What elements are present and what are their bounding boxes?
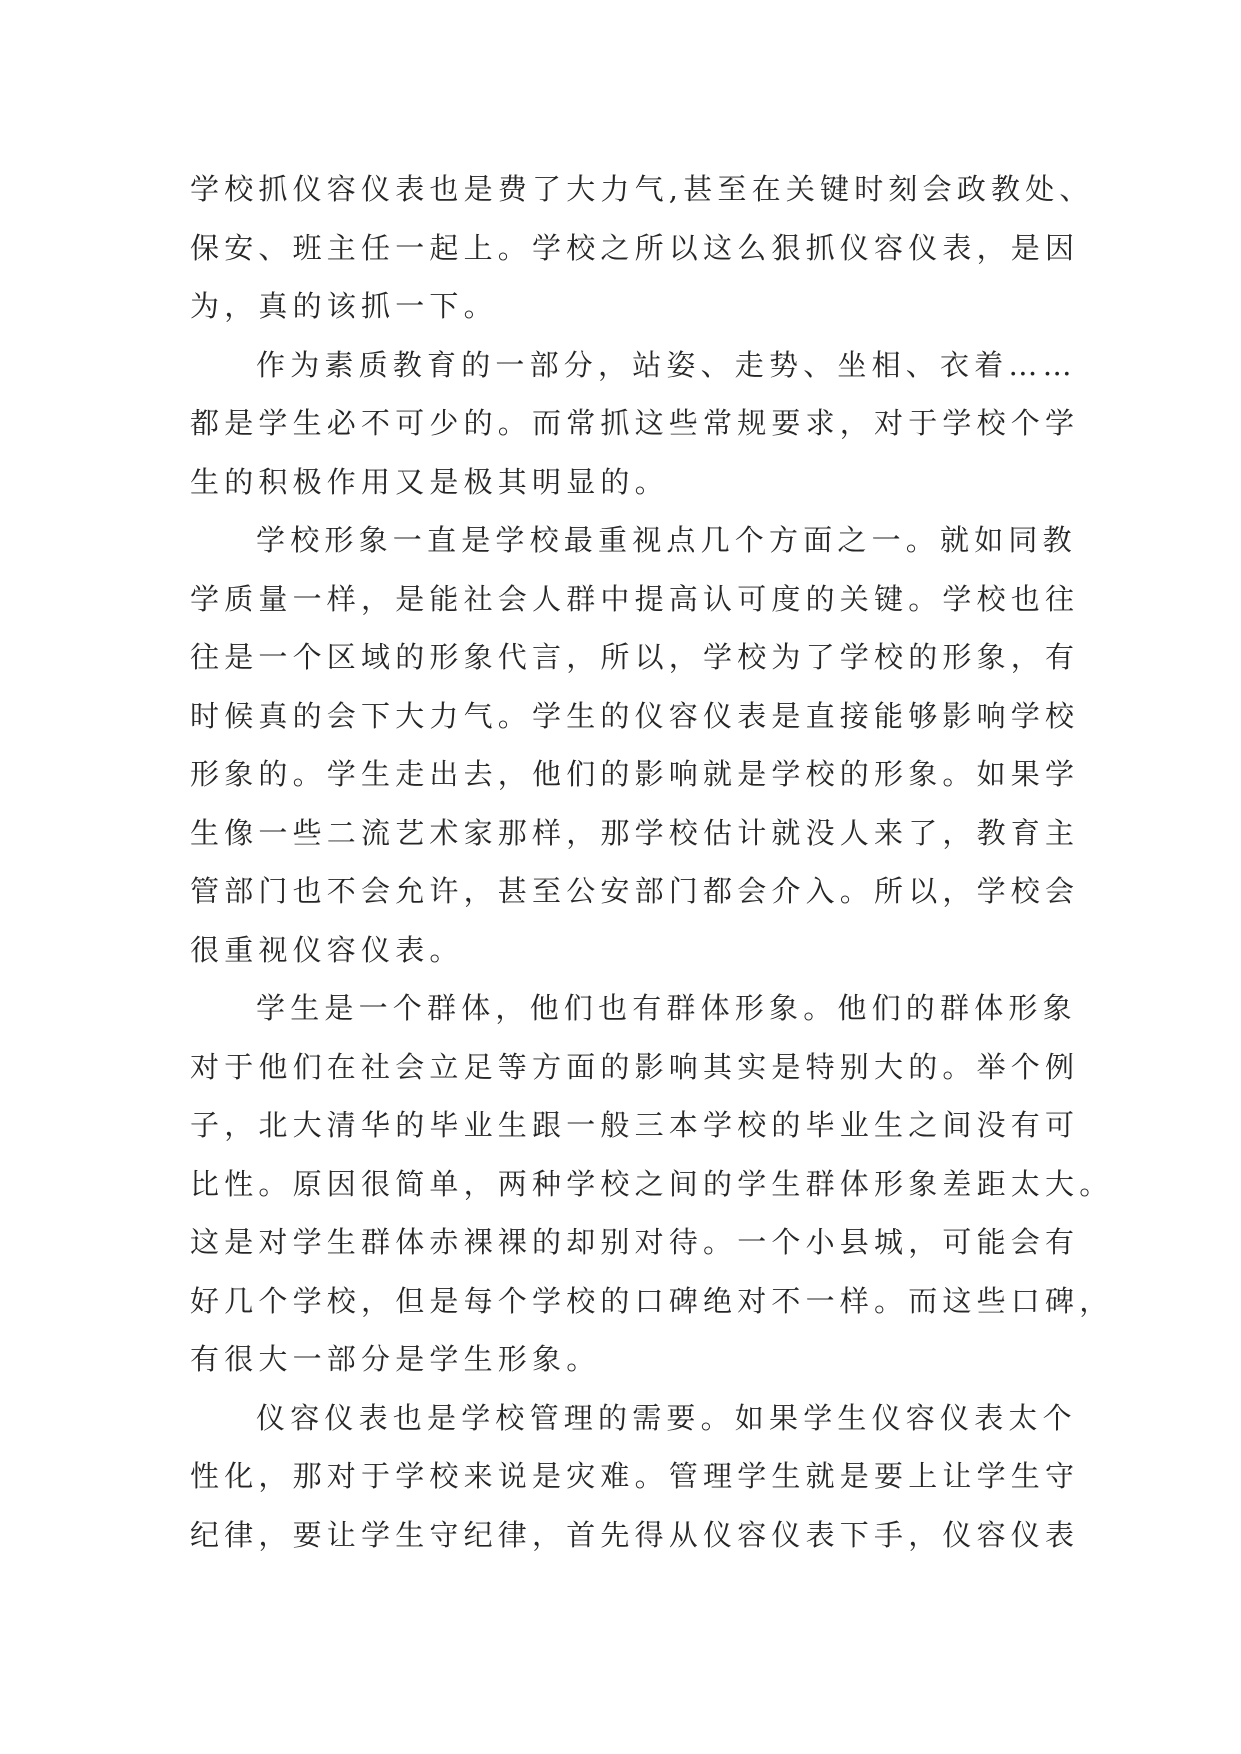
paragraph-line: 往是一个区域的形象代言，所以，学校为了学校的形象，有: [190, 640, 1080, 674]
paragraph-3: [190, 511, 1090, 979]
paragraph-4: [190, 979, 1114, 1389]
paragraph-line: 学质量一样，是能社会人群中提高认可度的关键。学校也往: [190, 581, 1080, 616]
paragraph-2: [190, 336, 1090, 512]
paragraph-line: 形象的。学生走出去，他们的影响就是学校的形象。如果学: [190, 757, 1080, 791]
paragraph-line: 比性。原因很简单，两种学校之间的学生群体形象差距太大。: [190, 1166, 1114, 1201]
paragraph-line: 保安、班主任一起上。学校之所以这么狠抓仪容仪表，是因: [190, 230, 1080, 265]
paragraph-line: 学校抓仪容仪表也是费了大力气,甚至在关键时刻会政教处、: [190, 172, 1094, 206]
document-body: [190, 160, 1114, 1564]
paragraph-line: 对于他们在社会立足等方面的影响其实是特别大的。举个例: [190, 1049, 1080, 1084]
paragraph-line: 仪容仪表也是学校管理的需要。如果学生仪容仪表太个: [256, 1400, 1077, 1435]
paragraph-line: 纪律，要让学生守纪律，首先得从仪容仪表下手，仪容仪表: [190, 1517, 1080, 1552]
paragraph-line: 好几个学校，但是每个学校的口碑绝对不一样。而这些口碑，: [190, 1283, 1114, 1318]
paragraph-line: 时候真的会下大力气。学生的仪容仪表是直接能够影响学校: [190, 698, 1080, 733]
paragraph-line: 学校形象一直是学校最重视点几个方面之一。就如同教: [256, 523, 1077, 557]
paragraph-line: 生像一些二流艺术家那样，那学校估计就没人来了，教育主: [190, 815, 1080, 850]
paragraph-line: 子，北大清华的毕业生跟一般三本学校的毕业生之间没有可: [190, 1108, 1080, 1142]
paragraph-line: 生的积极作用又是极其明显的。: [190, 464, 669, 499]
paragraph-line: 都是学生必不可少的。而常抓这些常规要求，对于学校个学: [190, 406, 1080, 440]
paragraph-line: 有很大一部分是学生形象。: [190, 1342, 601, 1376]
paragraph-line: 管部门也不会允许，甚至公安部门都会介入。所以，学校会: [190, 874, 1080, 908]
paragraph-1: [190, 160, 1094, 336]
paragraph-line: 很重视仪容仪表。: [190, 932, 464, 967]
paragraph-5: [190, 1389, 1090, 1565]
paragraph-line: 作为素质教育的一部分，站姿、走势、坐相、衣着……: [256, 347, 1077, 382]
paragraph-line: 性化，那对于学校来说是灾难。管理学生就是要上让学生守: [190, 1459, 1080, 1493]
paragraph-line: 为，真的该抓一下。: [190, 289, 498, 323]
paragraph-line: 学生是一个群体，他们也有群体形象。他们的群体形象: [256, 991, 1077, 1025]
paragraph-line: 这是对学生群体赤裸裸的却别对待。一个小县城，可能会有: [190, 1225, 1080, 1259]
